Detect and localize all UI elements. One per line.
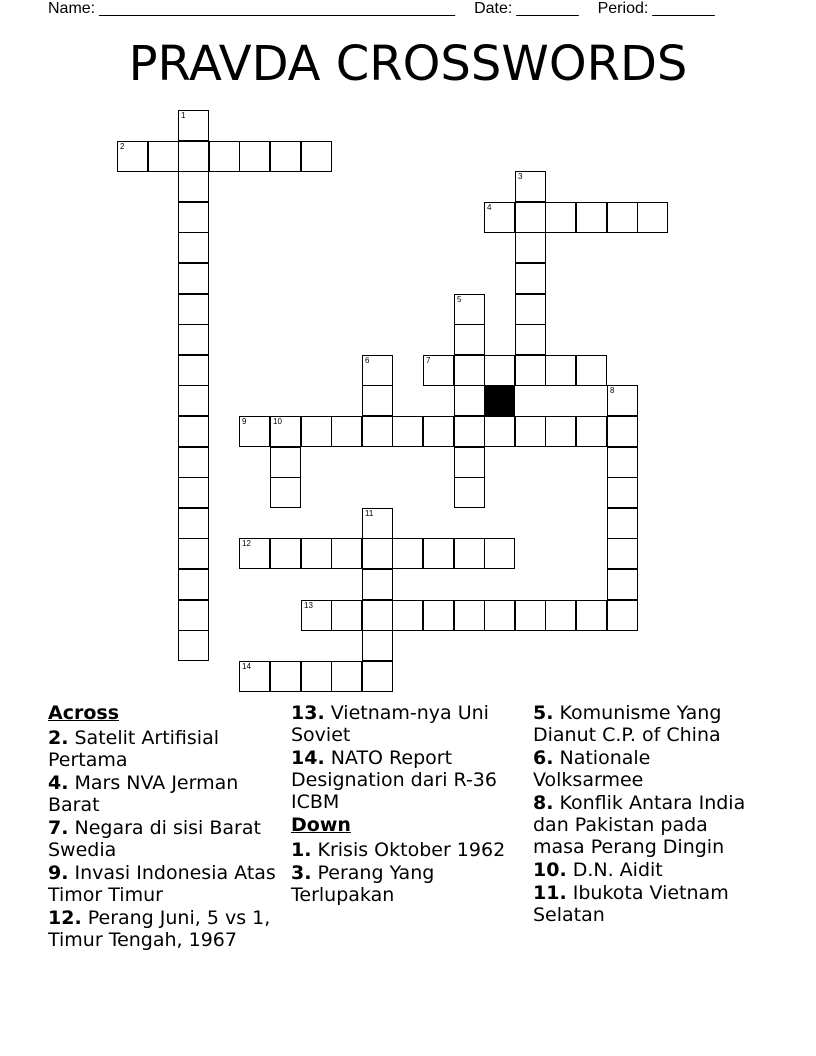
clue-number: 13 <box>304 601 313 610</box>
grid-cell[interactable] <box>362 600 393 631</box>
grid-cell[interactable] <box>454 385 485 416</box>
clue-number: 4 <box>487 203 492 212</box>
grid-cell[interactable] <box>545 202 576 233</box>
grid-cell[interactable] <box>239 538 270 569</box>
grid-cell[interactable] <box>484 600 515 631</box>
grid-cell[interactable] <box>454 416 485 447</box>
clue-down-6: 6. Nationale Volksarmee <box>533 747 651 791</box>
clue-across-2: 2. Satelit Artifisial Pertama <box>48 727 219 771</box>
grid-cell[interactable] <box>178 202 209 233</box>
clue-down-3: 3. Perang Yang Terlupakan <box>291 862 435 906</box>
grid-cell[interactable] <box>454 355 485 386</box>
name-label: Name: <box>48 0 96 17</box>
period-field[interactable]: _______ <box>652 0 715 17</box>
grid-cell[interactable] <box>178 232 209 263</box>
grid-cell[interactable] <box>484 202 515 233</box>
clue-number: 6 <box>365 356 370 365</box>
grid-cell[interactable] <box>331 538 362 569</box>
grid-cell[interactable] <box>331 661 362 692</box>
clue-number: 2 <box>120 142 125 151</box>
grid-cell[interactable] <box>239 416 270 447</box>
grid-cell[interactable] <box>362 630 393 661</box>
black-cell <box>484 385 515 416</box>
clue-number: 10 <box>273 417 282 426</box>
grid-cell[interactable] <box>515 324 546 355</box>
grid-cell[interactable] <box>637 202 668 233</box>
grid-cell[interactable] <box>576 416 607 447</box>
clue-number: 14 <box>242 662 251 671</box>
grid-cell[interactable] <box>362 569 393 600</box>
grid-cell[interactable] <box>178 508 209 539</box>
clue-across-4: 4. Mars NVA Jerman Barat <box>48 772 239 816</box>
grid-cell[interactable] <box>607 202 638 233</box>
grid-cell[interactable] <box>454 538 485 569</box>
grid-cell[interactable] <box>270 477 301 508</box>
grid-cell[interactable] <box>209 141 240 172</box>
grid-cell[interactable] <box>484 416 515 447</box>
grid-cell[interactable] <box>607 600 638 631</box>
grid-cell[interactable] <box>239 661 270 692</box>
date-field[interactable]: _______ <box>516 0 579 17</box>
clue-down-10: 10. D.N. Aidit <box>533 859 663 881</box>
grid-cell[interactable] <box>178 355 209 386</box>
grid-cell[interactable] <box>607 508 638 539</box>
grid-cell[interactable] <box>362 355 393 386</box>
grid-cell[interactable] <box>362 661 393 692</box>
grid-cell[interactable] <box>178 110 209 141</box>
grid-cell[interactable] <box>270 141 301 172</box>
grid-cell[interactable] <box>178 385 209 416</box>
grid-cell[interactable] <box>607 447 638 478</box>
clue-across-12: 12. Perang Juni, 5 vs 1, Timur Tengah, 1967 <box>48 907 271 951</box>
clue-number: 12 <box>242 539 251 548</box>
clue-across-13: 13. Vietnam-nya Uni Soviet <box>291 702 489 746</box>
clues-column-3 <box>533 702 758 927</box>
grid-cell[interactable] <box>178 416 209 447</box>
clue-number: 9 <box>242 417 247 426</box>
grid-cell[interactable] <box>178 630 209 661</box>
grid-cell[interactable] <box>301 600 332 631</box>
grid-cell[interactable] <box>423 355 454 386</box>
clue-down-8: 8. Konflik Antara India dan Pakistan pada masa Perang Dingin <box>533 792 746 858</box>
grid-cell[interactable] <box>270 661 301 692</box>
grid-cell[interactable] <box>178 171 209 202</box>
grid-cell[interactable] <box>362 385 393 416</box>
name-field[interactable]: ________________________________________ <box>99 0 456 17</box>
grid-cell[interactable] <box>423 600 454 631</box>
grid-cell[interactable] <box>270 447 301 478</box>
grid-cell[interactable] <box>545 416 576 447</box>
grid-cell[interactable] <box>362 508 393 539</box>
clue-down-11: 11. Ibukota Vietnam Selatan <box>533 882 729 926</box>
grid-cell[interactable] <box>607 385 638 416</box>
grid-cell[interactable] <box>545 355 576 386</box>
grid-cell[interactable] <box>545 600 576 631</box>
clue-down-1: 1. Krisis Oktober 1962 <box>291 839 506 861</box>
grid-cell[interactable] <box>301 141 332 172</box>
grid-cell[interactable] <box>607 538 638 569</box>
clue-number: 3 <box>518 172 523 181</box>
grid-cell[interactable] <box>576 202 607 233</box>
grid-cell[interactable] <box>423 416 454 447</box>
clues-column-2 <box>291 702 516 907</box>
grid-cell[interactable] <box>117 141 148 172</box>
grid-cell[interactable] <box>148 141 179 172</box>
clues-column-1 <box>48 702 288 952</box>
grid-cell[interactable] <box>576 355 607 386</box>
grid-cell[interactable] <box>178 477 209 508</box>
date-label: Date: <box>474 0 513 17</box>
clue-number: 7 <box>426 356 431 365</box>
grid-cell[interactable] <box>301 538 332 569</box>
grid-cell[interactable] <box>301 416 332 447</box>
grid-cell[interactable] <box>454 477 485 508</box>
grid-cell[interactable] <box>178 569 209 600</box>
grid-cell[interactable] <box>331 600 362 631</box>
grid-cell[interactable] <box>178 263 209 294</box>
down-heading: Down <box>291 814 351 836</box>
grid-cell[interactable] <box>178 600 209 631</box>
grid-cell[interactable] <box>178 538 209 569</box>
grid-cell[interactable] <box>515 171 546 202</box>
clue-number: 11 <box>365 509 374 518</box>
grid-cell[interactable] <box>515 600 546 631</box>
clue-number: 1 <box>181 111 186 120</box>
grid-cell[interactable] <box>515 416 546 447</box>
grid-cell[interactable] <box>607 477 638 508</box>
grid-cell[interactable] <box>454 600 485 631</box>
grid-cell[interactable] <box>331 416 362 447</box>
grid-cell[interactable] <box>515 232 546 263</box>
grid-cell[interactable] <box>362 416 393 447</box>
clue-down-5: 5. Komunisme Yang Dianut C.P. of China <box>533 702 722 746</box>
clue-across-9: 9. Invasi Indonesia Atas Timor Timur <box>48 862 276 906</box>
grid-cell[interactable] <box>239 141 270 172</box>
grid-cell[interactable] <box>392 416 423 447</box>
grid-cell[interactable] <box>454 324 485 355</box>
grid-cell[interactable] <box>576 600 607 631</box>
grid-cell[interactable] <box>392 538 423 569</box>
grid-cell[interactable] <box>607 416 638 447</box>
grid-cell[interactable] <box>515 263 546 294</box>
period-label: Period: <box>597 0 649 17</box>
grid-cell[interactable] <box>362 538 393 569</box>
grid-cell[interactable] <box>454 294 485 325</box>
grid-cell[interactable] <box>301 661 332 692</box>
header <box>48 0 715 18</box>
grid-cell[interactable] <box>515 202 546 233</box>
grid-cell[interactable] <box>178 447 209 478</box>
grid-cell[interactable] <box>515 294 546 325</box>
grid-cell[interactable] <box>515 355 546 386</box>
grid-cell[interactable] <box>178 324 209 355</box>
clue-across-7: 7. Negara di sisi Barat Swedia <box>48 817 261 861</box>
grid-cell[interactable] <box>607 569 638 600</box>
clue-across-14: 14. NATO Report Designation dari R-36 ICBM <box>291 747 497 813</box>
grid-cell[interactable] <box>270 416 301 447</box>
clue-number: 5 <box>457 295 462 304</box>
grid-cell[interactable] <box>392 600 423 631</box>
grid-cell[interactable] <box>484 538 515 569</box>
grid-cell[interactable] <box>178 141 209 172</box>
across-heading: Across <box>48 702 120 724</box>
grid-cell[interactable] <box>270 538 301 569</box>
grid-cell[interactable] <box>454 447 485 478</box>
grid-cell[interactable] <box>423 538 454 569</box>
page-title: PRAVDA CROSSWORDS <box>128 36 688 92</box>
clue-number: 8 <box>610 386 615 395</box>
grid-cell[interactable] <box>484 355 515 386</box>
grid-cell[interactable] <box>178 294 209 325</box>
